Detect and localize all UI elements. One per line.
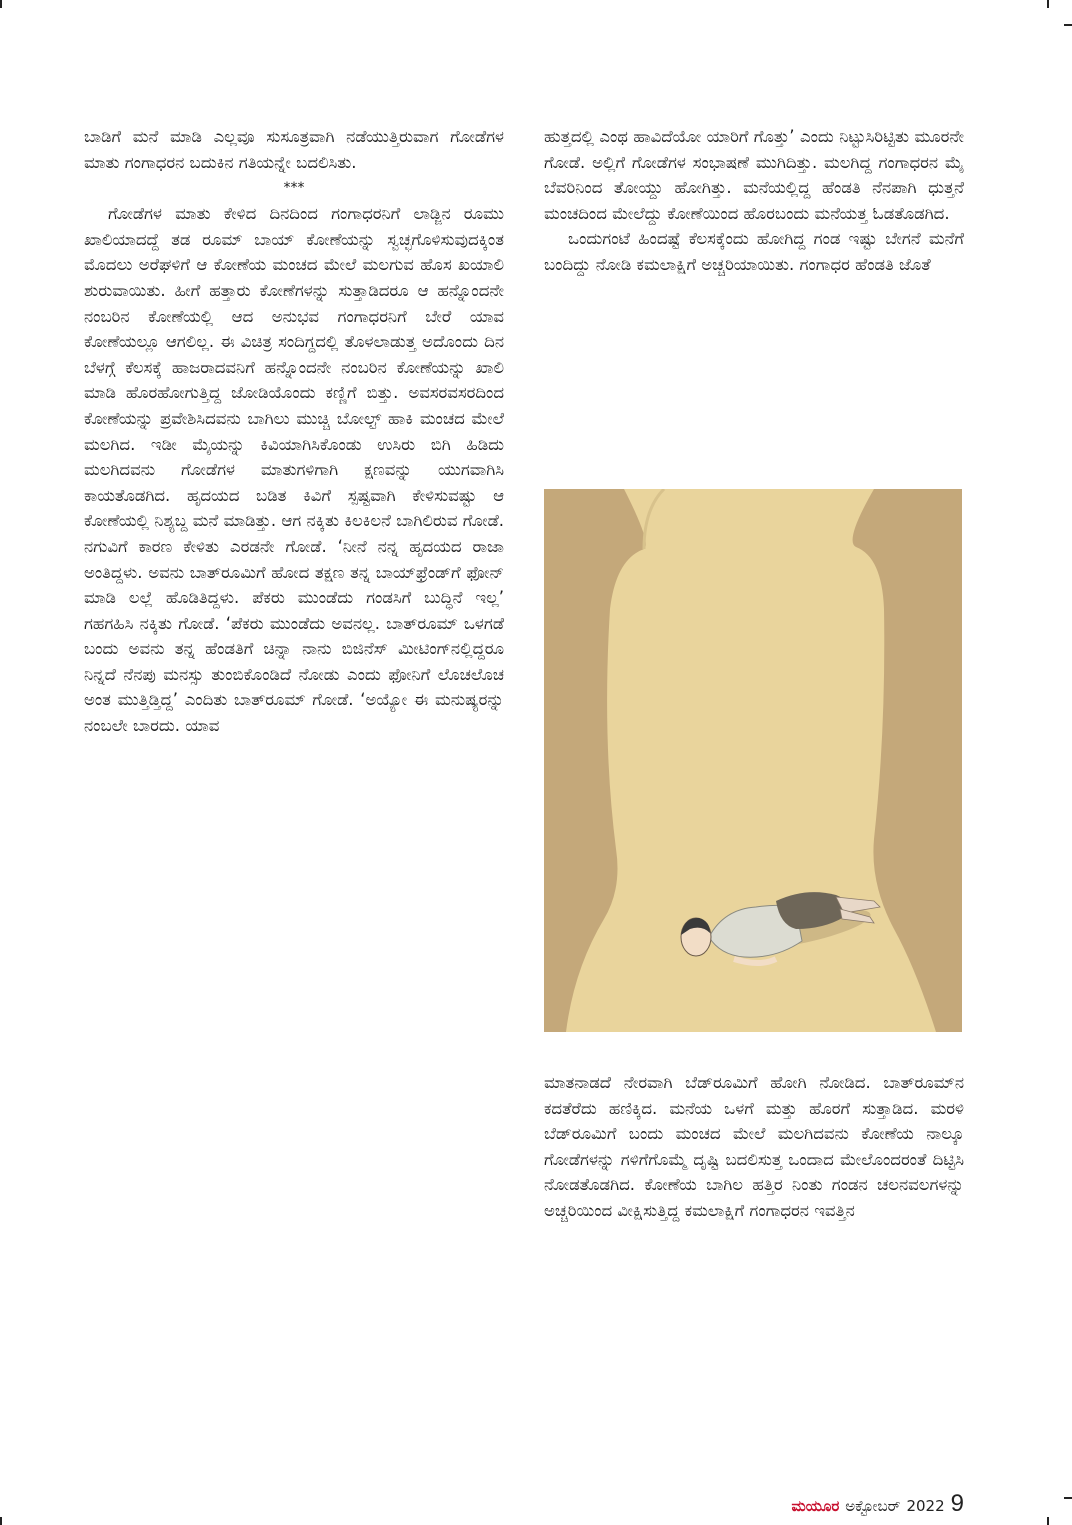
crop-mark-top-left [0, 0, 2, 8]
page-footer [791, 1490, 964, 1522]
body-paragraph: ಮಾತನಾಡದೆ ನೇರವಾಗಿ ಬೆಡ್‌ರೂಮಿಗೆ ಹೋಗಿ ನೋಡಿದ. ಬಾತ್‌ರೂಮ್‌ನ ಕದತೆರೆದು ಹಣಿಕ್ಕಿದ. ಮನೆಯ ಒಳಗೆ ಮತ್ತು ಹೊರಗೆ ಸುತ್ತಾಡಿದ. ಮರಳಿ ಬೆಡ್‌ರೂಮಿಗೆ ಬಂದು ಮಂಚದ ಮೇಲೆ ಮಲಗಿದವನು ಕೋಣೆಯ ನಾಲ್ಕೂ ಗೋಡೆಗಳನ್ನು ಗಳಿಗೆಗೊಮ್ಮೆ ದೃಷ್ಟಿ ಬದಲಿಸುತ್ತ ಒಂದಾದ ಮೇಲೊಂದರಂತೆ ದಿಟ್ಟಿಸಿ ನೋಡತೊಡಗಿದ. ಕೋಣೆಯ ಬಾಗಿಲ ಹತ್ತಿರ ನಿಂತು ಗಂಡನ ಚಲನವಲಗಳನ್ನು ಅಚ್ಚರಿಯಿಂದ ವೀಕ್ಷಿಸುತ್ತಿದ್ದ ಕಮಲಾಕ್ಷಿಗೆ ಗಂಗಾಧರನ ಇವತ್ತಿನ [544, 1073, 964, 1220]
body-paragraph: ಬಾಡಿಗೆ ಮನೆ ಮಾಡಿ ಎಲ್ಲವೂ ಸುಸೂತ್ರವಾಗಿ ನಡೆಯುತ್ತಿರುವಾಗ ಗೋಡೆಗಳ ಮಾತು ಗಂಗಾಧರನ ಬದುಕಿನ ಗತಿಯನ್ನೇ ಬದಲಿಸಿತು. [84, 127, 504, 172]
body-paragraph: ಹುತ್ತದಲ್ಲಿ ಎಂಥ ಹಾವಿದೆಯೋ ಯಾರಿಗೆ ಗೊತ್ತು’ ಎಂದು ನಿಟ್ಟುಸಿರಿಟ್ಟಿತು ಮೂರನೇ ಗೋಡೆ. ಅಲ್ಲಿಗೆ ಗೋಡೆಗಳ ಸಂಭಾಷಣೆ ಮುಗಿದಿತ್ತು. ಮಲಗಿದ್ದ ಗಂಗಾಧರನ ಮೈ ಬೆವರಿನಿಂದ ತೋಯ್ದು ಹೋಗಿತ್ತು. ಮನೆಯಲ್ಲಿದ್ದ ಹೆಂಡತಿ ನೆನಪಾಗಿ ಧುತ್ತನೆ ಮಂಚದಿಂದ ಮೇಲೆದ್ದು ಕೋಣೆಯಿಂದ ಹೊರಬಂದು ಮನೆಯತ್ತ ಓಡತೊಡಗಿದ. [544, 127, 964, 223]
issue-year: 2022 [906, 1497, 945, 1515]
section-separator: *** [283, 180, 305, 197]
magazine-logo: ಮಯೂರ [791, 1497, 840, 1515]
crop-mark-bottom-right [1047, 1517, 1049, 1525]
issue-month: ಅಕ್ಟೋಬರ್ [845, 1497, 901, 1515]
page-number: 9 [950, 1490, 964, 1517]
crop-mark-right-upper [1064, 24, 1072, 26]
right-column-bottom [544, 1070, 964, 1224]
crop-mark-right-lower [1064, 1497, 1072, 1499]
crop-mark-top-right [1047, 0, 1049, 8]
body-paragraph: ಒಂದುಗಂಟೆ ಹಿಂದಷ್ಟೆ ಕೆಲಸಕ್ಕೆಂದು ಹೋಗಿದ್ದ ಗಂಡ ಇಷ್ಟು ಬೇಗನೆ ಮನೆಗೆ ಬಂದಿದ್ದು ನೋಡಿ ಕಮಲಾಕ್ಷಿಗೆ ಅಚ್ಚರಿಯಾಯಿತು. ಗಂಗಾಧರ ಹೆಂಡತಿ ಜೊತೆ [544, 229, 964, 274]
crop-mark-bottom-left [0, 1517, 2, 1525]
left-column [84, 124, 504, 739]
body-paragraph: ಗೋಡೆಗಳ ಮಾತು ಕೇಳಿದ ದಿನದಿಂದ ಗಂಗಾಧರನಿಗೆ ಲಾಡ್ಜಿನ ರೂಮು ಖಾಲಿಯಾದದ್ದೆ ತಡ ರೂಮ್ ಬಾಯ್ ಕೋಣೆಯನ್ನು ಸ್ವಚ್ಛಗೊಳಿಸುವುದಕ್ಕಿಂತ ಮೊದಲು ಅರೆಘಳಿಗೆ ಆ ಕೋಣೆಯ ಮಂಚದ ಮೇಲೆ ಮಲಗುವ ಹೊಸ ಖಯಾಲಿ ಶುರುವಾಯಿತು. ಹೀಗೆ ಹತ್ತಾರು ಕೋಣೆಗಳನ್ನು ಸುತ್ತಾಡಿದರೂ ಆ ಹನ್ನೊಂದನೇ ನಂಬರಿನ ಕೋಣೆಯಲ್ಲಿ ಆದ ಅನುಭವ ಗಂಗಾಧರನಿಗೆ ಬೇರೆ ಯಾವ ಕೋಣೆಯಲ್ಲೂ ಆಗಲಿಲ್ಲ. ಈ ವಿಚಿತ್ರ ಸಂದಿಗ್ದದಲ್ಲಿ ತೊಳಲಾಡುತ್ತ ಅದೊಂದು ದಿನ ಬೆಳಗ್ಗೆ ಕೆಲಸಕ್ಕೆ ಹಾಜರಾದವನಿಗೆ ಹನ್ನೊಂದನೇ ನಂಬರಿನ ಕೋಣೆಯನ್ನು ಖಾಲಿ ಮಾಡಿ ಹೊರಹೋಗುತ್ತಿದ್ದ ಜೋಡಿಯೊಂದು ಕಣ್ಣಿಗೆ ಬಿತ್ತು. ಅವಸರವಸರದಿಂದ ಕೋಣೆಯನ್ನು ಪ್ರವೇಶಿಸಿದವನು ಬಾಗಿಲು ಮುಚ್ಚಿ ಬೋಲ್ಟ್ ಹಾಕಿ ಮಂಚದ ಮೇಲೆ ಮಲಗಿದ. ಇಡೀ ಮೈಯನ್ನು ಕಿವಿಯಾಗಿಸಿಕೊಂಡು ಉಸಿರು ಬಿಗಿ ಹಿಡಿದು ಮಲಗಿದವನು ಗೋಡೆಗಳ ಮಾತುಗಳಿಗಾಗಿ ಕ್ಷಣವನ್ನು ಯುಗವಾಗಿಸಿ ಕಾಯತೊಡಗಿದ. ಹೃದಯದ ಬಡಿತ ಕಿವಿಗೆ ಸ್ಪಷ್ಟವಾಗಿ ಕೇಳಿಸುವಷ್ಟು ಆ ಕೋಣೆಯಲ್ಲಿ ನಿಶ್ಯಬ್ದ ಮನೆ ಮಾಡಿತ್ತು. ಆಗ ನಕ್ಕಿತು ಕಿಲಕಿಲನೆ ಬಾಗಿಲಿರುವ ಗೋಡೆ. ನಗುವಿಗೆ ಕಾರಣ ಕೇಳಿತು ಎರಡನೇ ಗೋಡೆ. ‘ನೀನೆ ನನ್ನ ಹೃದಯದ ರಾಜಾ ಅಂತಿದ್ದಳು. ಅವನು ಬಾತ್‌ರೂಮಿಗೆ ಹೋದ ತಕ್ಷಣ ತನ್ನ ಬಾಯ್‌ಫ್ರೆಂಡ್‌ಗೆ ಫೋನ್ ಮಾಡಿ ಲಲ್ಲೆ ಹೊಡಿತಿದ್ದಳು. ಪೆಕರು ಮುಂಡೆದು ಗಂಡಸಿಗೆ ಬುದ್ಧಿನೆ ಇಲ್ಲ’ ಗಹಗಹಿಸಿ ನಕ್ಕಿತು ಗೋಡೆ. ‘ಪೆಕರು ಮುಂಡೆದು ಅವನಲ್ಲ. ಬಾತ್‌ರೂಮ್ ಒಳಗಡೆ ಬಂದು ಅವನು ತನ್ನ ಹೆಂಡತಿಗೆ ಚಿನ್ನಾ ನಾನು ಬಿಜಿನೆಸ್ ಮೀಟಿಂಗ್‌ನಲ್ಲಿದ್ದರೂ ನಿನ್ನದೆ ನೆನಪು ಮನಸ್ಸು ತುಂಬಿಕೊಂಡಿದೆ ನೋಡು ಎಂದು ಫೋನಿಗೆ ಲೊಚಲೊಚ ಅಂತ ಮುತ್ತಿಡ್ತಿದ್ದ’ ಎಂದಿತು ಬಾತ್‌ರೂಮ್ ಗೋಡೆ. ‘ಅಯ್ಯೋ ಈ ಮನುಷ್ಯರನ್ನು ನಂಬಲೇ ಬಾರದು. ಯಾವ [84, 204, 504, 736]
illustration-man-lying-on-bed [544, 489, 962, 1032]
right-column-top [544, 124, 964, 278]
